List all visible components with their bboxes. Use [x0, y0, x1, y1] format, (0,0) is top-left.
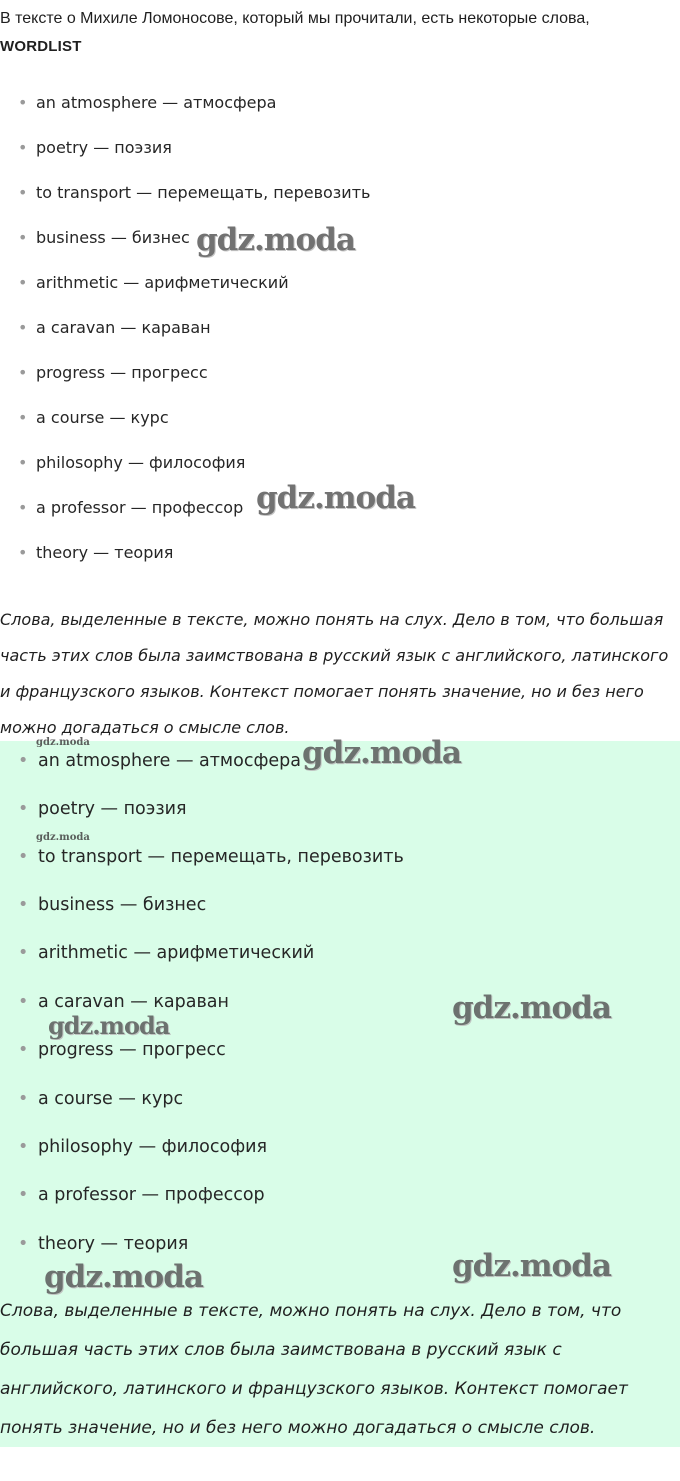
- list-item-term: a professor — профессор: [38, 1185, 265, 1205]
- bullet-icon: •: [18, 498, 28, 517]
- bullet-icon: •: [18, 93, 28, 112]
- list-item-term: theory — теория: [38, 1234, 189, 1254]
- explanation-paragraph: Слова, выделенные в тексте, можно понять на слух. Дело в том, что большая часть этих слов была заимствована в русский язык с английского, латинского и французского языков. Контекст помогает понять значение, но и без него можно догадаться о смысле слов.: [0, 610, 669, 737]
- watermark-logo: gdz.moda: [196, 222, 355, 258]
- bullet-icon: •: [18, 799, 29, 819]
- watermark-logo: gdz.moda: [48, 1011, 170, 1040]
- wordlist-heading: WORDLIST: [0, 38, 82, 55]
- list-item-term: progress — прогресс: [38, 1040, 226, 1060]
- list-item-term: a caravan — караван: [36, 318, 211, 337]
- list-item-term: arithmetic — арифметический: [36, 273, 289, 292]
- watermark-logo: gdz.moda: [36, 832, 90, 843]
- bullet-icon: •: [18, 408, 28, 427]
- bullet-icon: •: [18, 1185, 29, 1205]
- list-item-term: to transport — перемещать, перевозить: [38, 847, 404, 867]
- list-item-term: philosophy — философия: [36, 453, 246, 472]
- list-item-term: an atmosphere — атмосфера: [38, 751, 302, 771]
- bullet-icon: •: [18, 895, 29, 915]
- watermark-logo: gdz.moda: [36, 737, 90, 748]
- bullet-icon: •: [18, 847, 29, 867]
- bullet-icon: •: [18, 183, 28, 202]
- intro-text: В тексте о Михиле Ломоносове, который мы прочитали, есть некоторые слова,: [0, 10, 590, 27]
- bullet-icon: •: [18, 273, 28, 292]
- list-item-term: a professor — профессор: [36, 498, 244, 517]
- bullet-icon: •: [18, 1089, 29, 1109]
- list-item-term: progress — прогресс: [36, 363, 208, 382]
- bullet-icon: •: [18, 943, 29, 963]
- list-item-term: arithmetic — арифметический: [38, 943, 315, 963]
- watermark-logo: gdz.moda: [452, 990, 611, 1026]
- watermark-logo: gdz.moda: [452, 1248, 611, 1284]
- list-item-term: a caravan — караван: [38, 992, 229, 1012]
- bullet-icon: •: [18, 228, 28, 247]
- explanation-paragraph-2: Слова, выделенные в тексте, можно понять на слух. Дело в том, что большая часть этих слов была заимствована в русский язык с английского, латинского и французского языков. Контекст помогает понять значение, но и без него можно догадаться о смысле слов.: [0, 1301, 628, 1438]
- list-item-term: a course — курс: [38, 1089, 184, 1109]
- bullet-icon: •: [18, 453, 28, 472]
- bullet-icon: •: [18, 1040, 29, 1060]
- watermark-logo: gdz.moda: [44, 1259, 203, 1295]
- list-item-term: business — бизнес: [38, 895, 207, 915]
- bullet-icon: •: [18, 751, 29, 771]
- list-item-term: a course — курс: [36, 408, 169, 427]
- bullet-icon: •: [18, 992, 29, 1012]
- list-item-term: philosophy — философия: [38, 1137, 268, 1157]
- bullet-icon: •: [18, 1234, 29, 1254]
- list-item-term: business — бизнес: [36, 228, 190, 247]
- list-item-term: poetry — поэзия: [38, 799, 187, 819]
- bullet-icon: •: [18, 1137, 29, 1157]
- list-item-term: theory — теория: [36, 543, 174, 562]
- watermark-logo: gdz.moda: [256, 480, 415, 516]
- bullet-icon: •: [18, 138, 28, 157]
- watermark-logo: gdz.moda: [302, 735, 461, 771]
- list-item-term: poetry — поэзия: [36, 138, 172, 157]
- list-item-term: to transport — перемещать, перевозить: [36, 183, 371, 202]
- bullet-icon: •: [18, 318, 28, 337]
- list-item-term: an atmosphere — атмосфера: [36, 93, 277, 112]
- bullet-icon: •: [18, 363, 28, 382]
- bullet-icon: •: [18, 543, 28, 562]
